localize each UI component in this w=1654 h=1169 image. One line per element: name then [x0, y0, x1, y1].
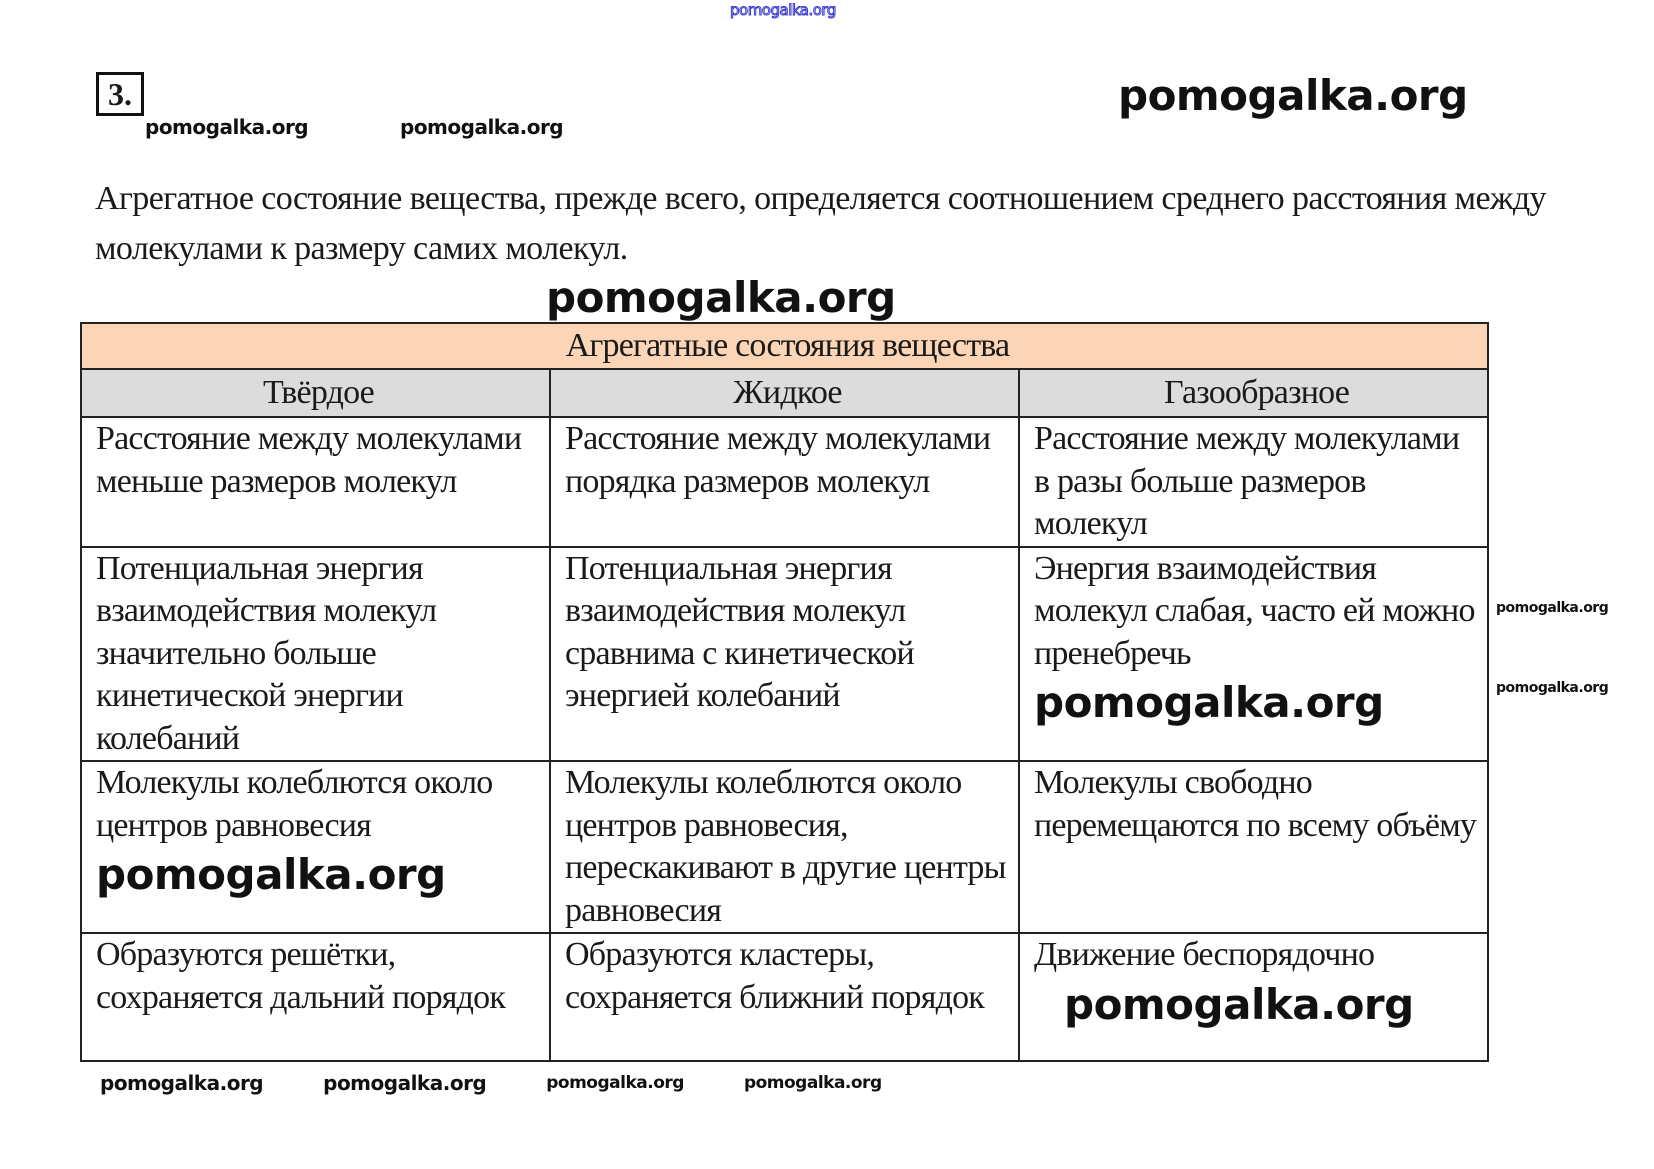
table-row — [81, 417, 1488, 547]
watermark: pomogalka.org — [546, 273, 896, 322]
table-cell: Образуются кластеры, сохраняется ближний порядок — [550, 933, 1019, 1061]
watermark: pomogalka.org — [400, 115, 564, 139]
watermark: pomogalka.org — [1034, 678, 1384, 728]
cell-text: Движение беспорядочно — [1034, 936, 1375, 974]
column-header-solid: Твёрдое — [81, 369, 550, 417]
table-cell: Расстояние между молекулами меньше размеров молекул — [81, 417, 550, 547]
watermark: pomogalka.org — [96, 850, 446, 900]
watermark-row — [100, 1072, 1489, 1095]
intro-paragraph: Агрегатное состояние вещества, прежде всего, определяется соотношением среднего расстояния между молекулами к размеру самих молекул. — [95, 180, 1546, 267]
table-title: Агрегатные состояния вещества — [81, 323, 1488, 369]
task-number: 3. — [96, 72, 144, 116]
content-column — [80, 174, 1546, 1096]
table-cell: Потенциальная энергия взаимодействия молекул значительно больше кинетической энергии колебаний — [81, 547, 550, 762]
cell-text: Энергия взаимодействия молекул слабая, часто ей можно пренебречь — [1034, 549, 1475, 672]
watermark: pomogalka.org — [323, 1071, 487, 1096]
table-row — [81, 547, 1488, 762]
watermark: pomogalka.org — [730, 1, 836, 19]
watermark: pomogalka.org — [1496, 680, 1609, 696]
column-header-gas: Газообразное — [1019, 369, 1488, 417]
watermark: pomogalka.org — [145, 115, 309, 139]
cell-text: Молекулы колеблются около центров равновесия — [96, 764, 493, 844]
table-row — [81, 933, 1488, 1061]
watermark: pomogalka.org — [1496, 600, 1609, 616]
table-cell: Образуются решётки, сохраняется дальний порядок — [81, 933, 550, 1061]
table-cell: Расстояние между молекулами порядка размеров молекул — [550, 417, 1019, 547]
watermark: pomogalka.org — [1118, 71, 1468, 120]
watermark: pomogalka.org — [1064, 979, 1414, 1029]
table-cell: Потенциальная энергия взаимодействия молекул сравнима с кинетической энергией колебаний — [550, 547, 1019, 762]
table-cell: Молекулы свободно перемещаются по всему объёму — [1019, 761, 1488, 933]
table-cell — [1019, 933, 1488, 1061]
watermark: pomogalka.org — [546, 1073, 684, 1094]
states-table — [80, 322, 1489, 1062]
column-header-liquid: Жидкое — [550, 369, 1019, 417]
table-row — [81, 761, 1488, 933]
watermark: pomogalka.org — [100, 1071, 264, 1096]
table-cell — [81, 761, 550, 933]
table-cell: Расстояние между молекулами в разы больше размеров молекул — [1019, 417, 1488, 547]
table-cell: Молекулы колеблются около центров равновесия, перескакивают в другие центры равновесия — [550, 761, 1019, 933]
watermark: pomogalka.org — [743, 1073, 882, 1094]
table-cell — [1019, 547, 1488, 762]
